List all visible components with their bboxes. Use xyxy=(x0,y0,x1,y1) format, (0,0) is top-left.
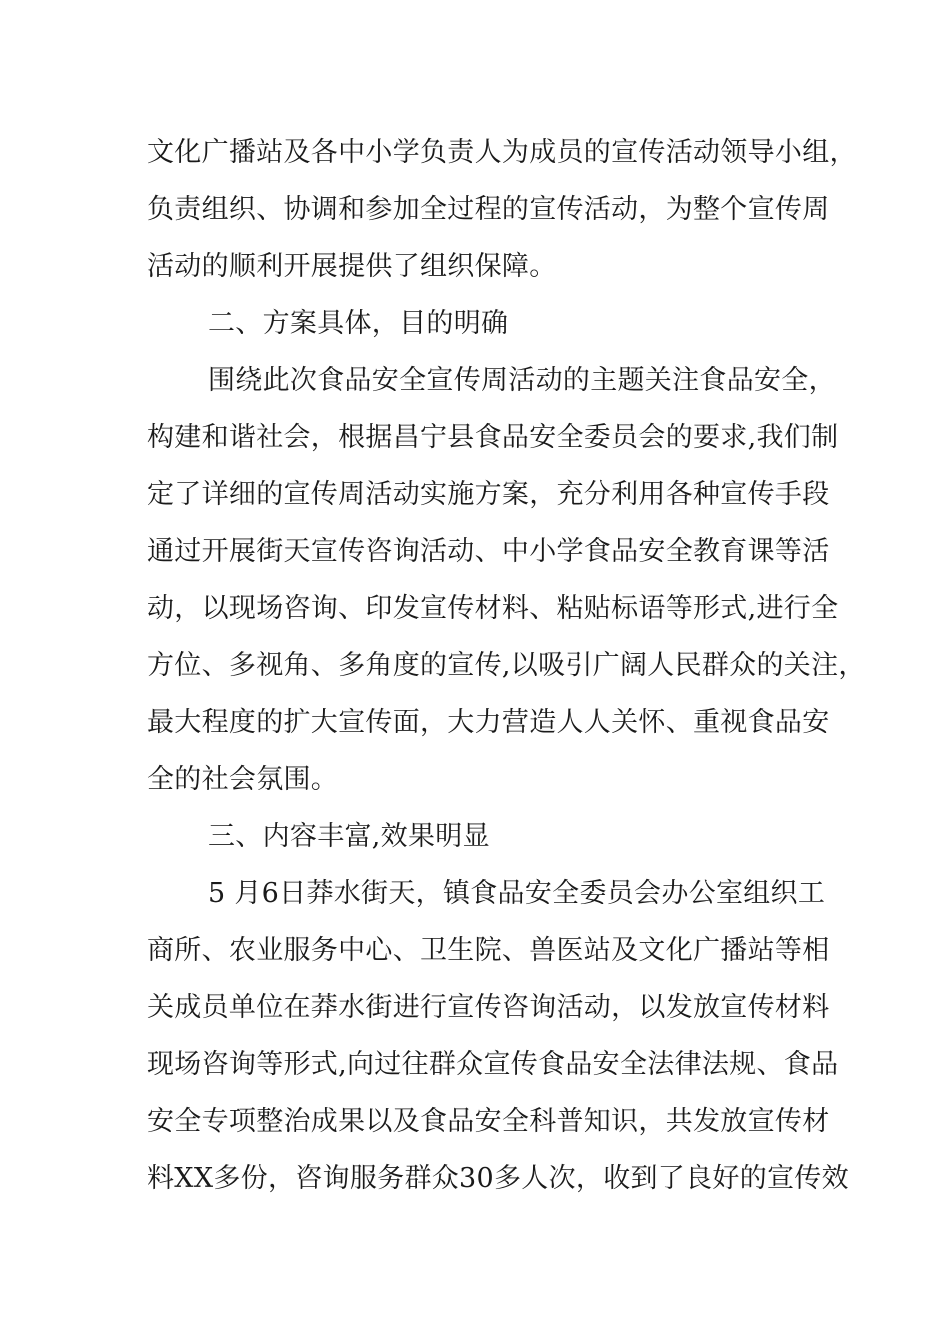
text-line: 动，以现场咨询、印发宣传材料、粘贴标语等形式,进行全 xyxy=(147,593,839,624)
text-line: 构建和谐社会，根据昌宁县食品安全委员会的要求,我们制 xyxy=(147,422,839,453)
text-line: 活动的顺利开展提供了组织保障。 xyxy=(147,251,557,282)
text-line: 负责组织、协调和参加全过程的宣传活动，为整个宣传周 xyxy=(147,194,830,225)
text-line: 关成员单位在莽水街进行宣传咨询活动，以发放宣传材料 xyxy=(147,992,830,1023)
text-line: 全的社会氛围。 xyxy=(147,764,339,795)
text-line: 安全专项整治成果以及食品安全科普知识，共发放宣传材 xyxy=(147,1106,830,1137)
text-line: 现场咨询等形式,向过往群众宣传食品安全法律法规、食品 xyxy=(147,1049,839,1080)
text-line: 围绕此次食品安全宣传周活动的主题关注食品安全， xyxy=(208,365,836,396)
text-line: 最大程度的扩大宣传面，大力营造人人关怀、重视食品安 xyxy=(147,707,830,738)
section-heading: 二、方案具体，目的明确 xyxy=(208,308,509,339)
text-line: 定了详细的宣传周活动实施方案，充分利用各种宣传手段 xyxy=(147,479,830,510)
text-line: 方位、多视角、多角度的宣传,以吸引广阔人民群众的关注， xyxy=(147,650,866,681)
text-line: 料XX多份，咨询服务群众30多人次，收到了良好的宣传效 xyxy=(147,1163,849,1194)
text-line: 商所、农业服务中心、卫生院、兽医站及文化广播站等相 xyxy=(147,935,830,966)
text-line: 文化广播站及各中小学负责人为成员的宣传活动领导小组， xyxy=(147,137,857,168)
text-line: 5 月6日莽水街天，镇食品安全委员会办公室组织工 xyxy=(208,878,826,909)
text-line: 通过开展街天宣传咨询活动、中小学食品安全教育课等活 xyxy=(147,536,830,567)
section-heading: 三、内容丰富,效果明显 xyxy=(208,821,490,852)
